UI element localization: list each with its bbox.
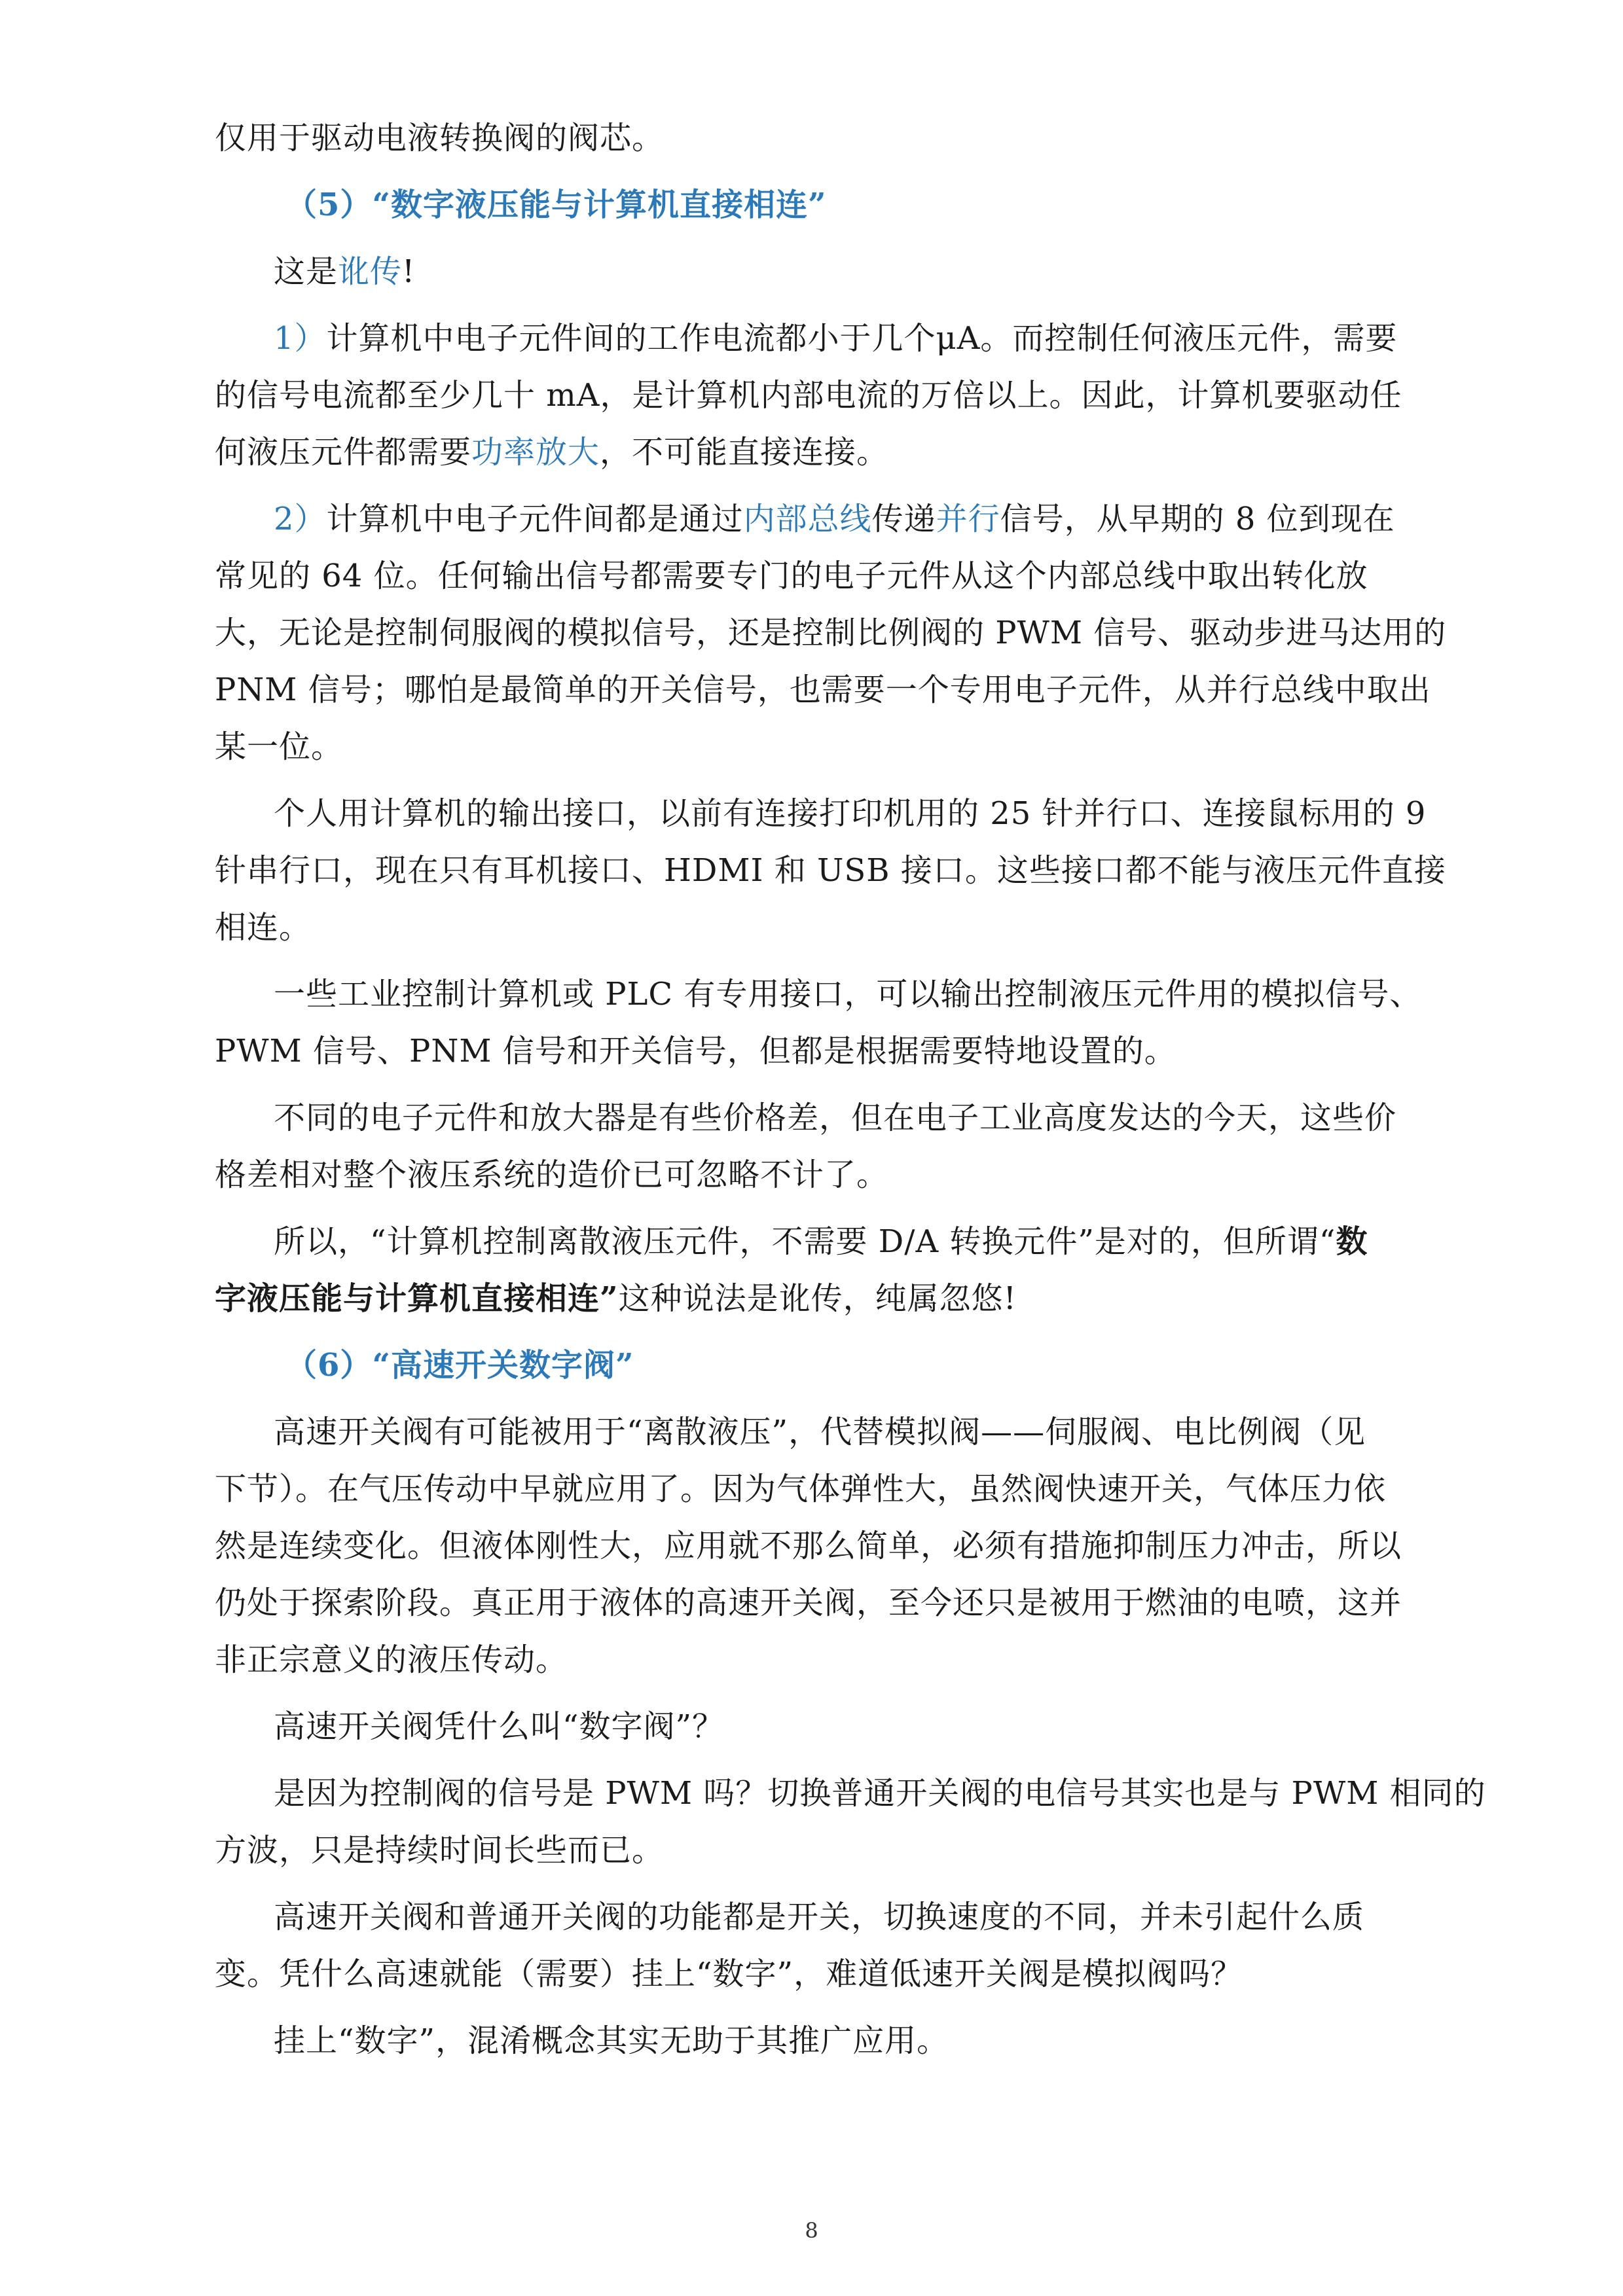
text-line: 相连。 <box>215 909 312 946</box>
bold-text: 字液压能与计算机直接相连” <box>215 1280 619 1317</box>
text-line: PWM 信号、PNM 信号和开关信号，但都是根据需要特地设置的。 <box>215 1033 1176 1069</box>
section-heading-6: （6）“高速开关数字阀” <box>285 1347 634 1384</box>
list-marker: 1） <box>274 320 327 357</box>
text-line: 何液压元件都需要功率放大，不可能直接连接。 <box>215 434 889 471</box>
text-line: 不同的电子元件和放大器是有些价格差，但在电子工业高度发达的今天，这些价 <box>274 1100 1397 1136</box>
text-line: 大，无论是控制伺服阀的模拟信号，还是控制比例阀的 PWM 信号、驱动步进马达用的 <box>215 615 1447 651</box>
list-marker: 2） <box>274 501 327 537</box>
bold-text: 数 <box>1336 1223 1368 1260</box>
text-line: 所以，“计算机控制离散液压元件，不需要 D/A 转换元件”是对的，但所谓“数 <box>274 1223 1368 1260</box>
text-line: 下节）。在气压传动中早就应用了。因为气体弹性大，虽然阀快速开关，气体压力依 <box>215 1471 1387 1507</box>
section-heading-5: （5）“数字液压能与计算机直接相连” <box>285 187 827 223</box>
highlight-term: 内部总线 <box>743 501 872 537</box>
text-line: 仅用于驱动电液转换阀的阀芯。 <box>215 120 665 156</box>
text-line: 这是讹传! <box>274 253 416 290</box>
text-line: 格差相对整个液压系统的造价已可忽略不计了。 <box>215 1157 889 1193</box>
text-line: 是因为控制阀的信号是 PWM 吗？切换普通开关阀的电信号其实也是与 PWM 相同的 <box>274 1775 1486 1812</box>
text-line: 某一位。 <box>215 728 344 765</box>
highlight-term: 功率放大 <box>471 434 600 471</box>
text-line: 的信号电流都至少几十 mA，是计算机内部电流的万倍以上。因此，计算机要驱动任 <box>215 377 1402 414</box>
text-line: 方波，只是持续时间长些而已。 <box>215 1832 665 1869</box>
text-line: 字液压能与计算机直接相连”这种说法是讹传，纯属忽悠! <box>215 1280 1017 1317</box>
list-item-1: 1）计算机中电子元件间的工作电流都小于几个μA。而控制任何液压元件，需要 <box>274 320 1398 357</box>
list-item-2: 2）计算机中电子元件间都是通过内部总线传递并行信号，从早期的 8 位到现在 <box>274 501 1395 537</box>
text-line: 常见的 64 位。任何输出信号都需要专门的电子元件从这个内部总线中取出转化放 <box>215 558 1368 594</box>
text-line: 个人用计算机的输出接口，以前有连接打印机用的 25 针并行口、连接鼠标用的 9 <box>274 795 1427 832</box>
text-line: 高速开关阀和普通开关阀的功能都是开关，切换速度的不同，并未引起什么质 <box>274 1899 1365 1935</box>
text-line: 挂上“数字”，混淆概念其实无助于其推广应用。 <box>274 2022 949 2059</box>
text-line: 然是连续变化。但液体刚性大，应用就不那么简单，必须有措施抑制压力冲击，所以 <box>215 1528 1402 1564</box>
text-line: 仍处于探索阶段。真正用于液体的高速开关阀，至今还只是被用于燃油的电喷，这并 <box>215 1585 1402 1621</box>
text-line: PNM 信号；哪怕是最简单的开关信号，也需要一个专用电子元件，从并行总线中取出 <box>215 672 1431 708</box>
highlight-term: 并行 <box>936 501 1000 537</box>
text-line: 针串行口，现在只有耳机接口、HDMI 和 USB 接口。这些接口都不能与液压元件直接 <box>215 852 1446 889</box>
page-number: 8 <box>805 2218 818 2243</box>
text-line: 非正宗意义的液压传动。 <box>215 1641 568 1678</box>
text-line: 高速开关阀凭什么叫“数字阀”？ <box>274 1708 725 1745</box>
text-line: 一些工业控制计算机或 PLC 有专用接口，可以输出控制液压元件用的模拟信号、 <box>274 976 1422 1013</box>
text-line: 高速开关阀有可能被用于“离散液压”，代替模拟阀——伺服阀、电比例阀（见 <box>274 1414 1366 1450</box>
text-line: 变。凭什么高速就能（需要）挂上“数字”，难道低速开关阀是模拟阀吗？ <box>215 1956 1243 1992</box>
highlight-term: 讹传 <box>338 253 403 290</box>
